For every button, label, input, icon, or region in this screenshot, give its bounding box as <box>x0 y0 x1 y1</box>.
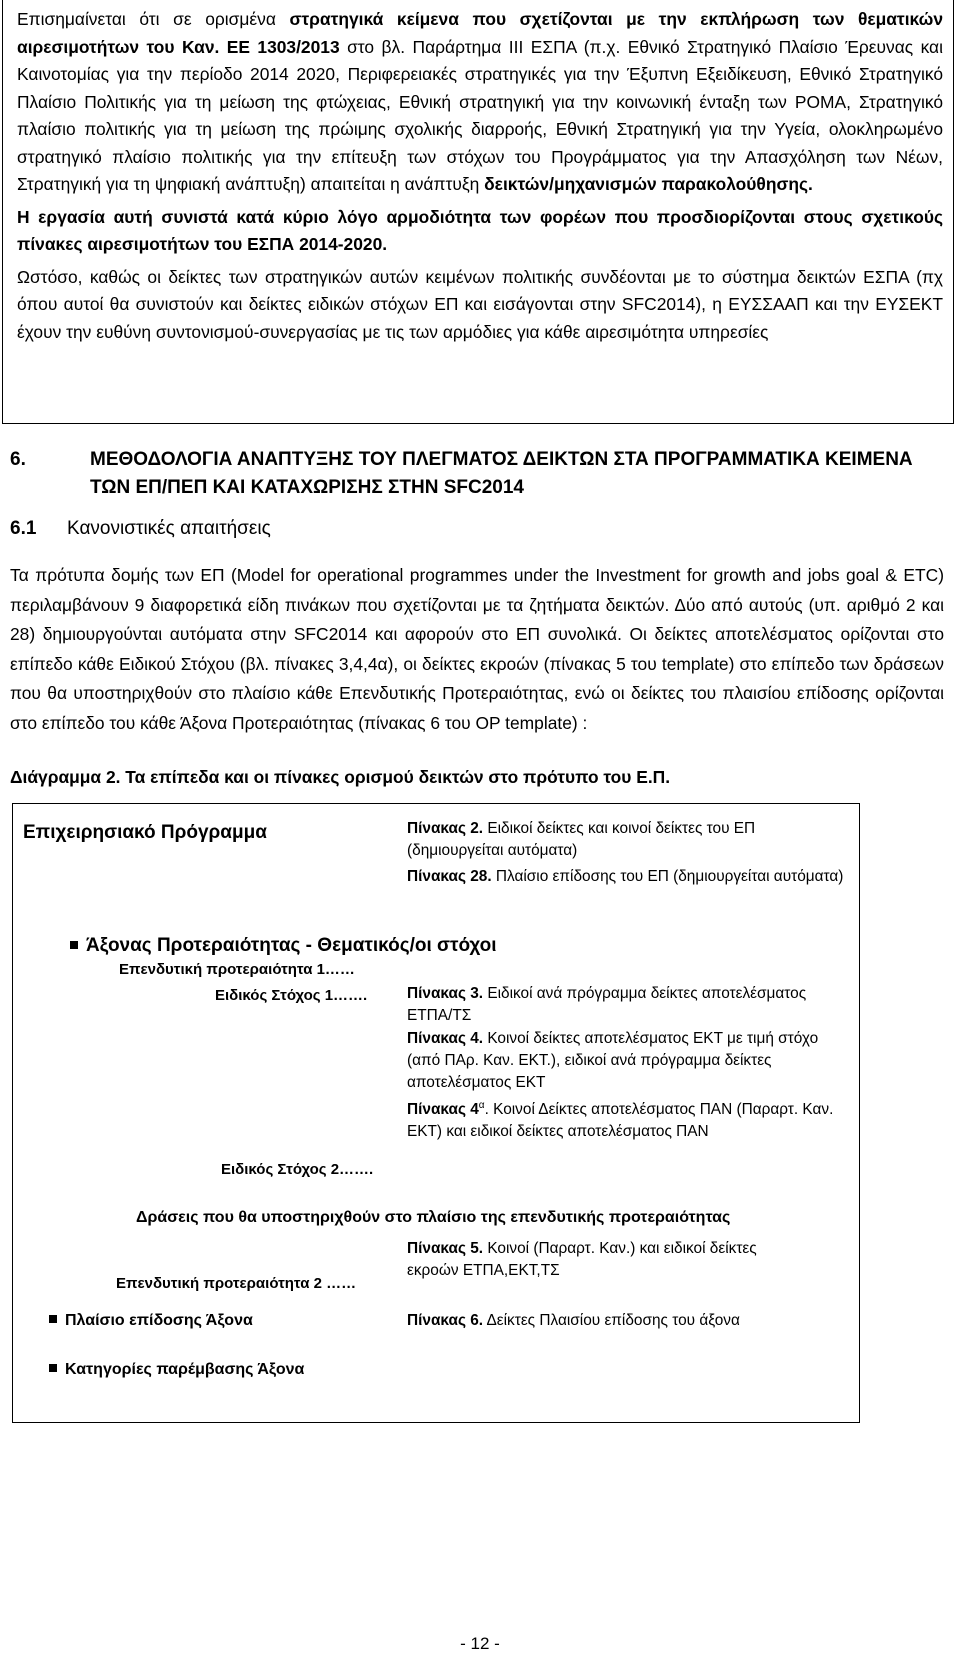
page-number: - 12 - <box>460 1634 500 1653</box>
section-title: Κανονιστικές απαιτήσεις <box>67 518 271 539</box>
table-description: Δείκτες Πλαισίου επίδοσης του άξονα <box>483 1312 740 1329</box>
indicator-levels-diagram <box>12 803 860 1423</box>
table-6-entry <box>407 1310 757 1332</box>
table-description: . Κοινοί Δείκτες αποτελέσματος ΠΑΝ (Παραρτ. Καν. ΕΚΤ) και ειδικοί δείκτες αποτελέσματος ΠΑΝ <box>407 1101 834 1141</box>
table-label: Πίνακας 2. <box>407 820 484 837</box>
table-2-entry <box>407 818 847 862</box>
note-paragraph-1 <box>17 6 943 199</box>
note-box <box>2 0 954 424</box>
note-bold-text: Η εργασία αυτή συνιστά κατά κύριο λόγο αρμοδιότητα των φορέων που προσδιορίζονται στους σχετικούς πίνακες αιρεσιμοτήτων του ΕΣΠΑ 2014-2020. <box>17 206 943 254</box>
intervention-categories-item: Κατηγορίες παρέμβασης Άξονα <box>49 1361 304 1379</box>
note-text: στο βλ. Παράρτημα ΙΙΙ ΕΣΠΑ (π.χ. Εθνικό Στρατηγικό Πλαίσιο Έρευνας και Καινοτομίας για την περίοδο 2014 2020, Περιφερειακές στρατηγικές για την Έξυπνη Εξειδίκευση, Εθνικό Στρατηγικό Πλαίσιο Πολιτικής για τη μείωση της φτώχειας, Εθνική στρατηγική για την κοινωνική ένταξη των ΡΟΜΑ, Στρατηγικό πλαίσιο πολιτικής για τη μείωση της πρώιμης σχολικής διαρροής, Εθνική Στρατηγική για την Υγεία, ολοκληρωμένο στρατηγικό πλαίσιο πολιτικής για την επίτευξη των στόχων του Προγράμματος για την Απασχόληση των Νέων, Στρατηγική για τη ψηφιακή ανάπτυξη) απαιτείται η ανάπτυξη <box>17 36 943 194</box>
note-paragraph-3: Ωστόσο, καθώς οι δείκτες των στρατηγικών αυτών κειμένων πολιτικής συνδέονται με το σύστημα δεικτών ΕΣΠΑ (πχ όπου αυτοί θα συνιστούν και δείκτες ειδικών στόχων ΕΠ και εισάγονται στην SFC2014), η ΕΥΣΣΑΑΠ και την ΕΥΣΕΚΤ έχουν την ευθύνη συντονισμού-συνεργασίας με τις των αρμόδιες για κάθε αιρεσιμότητα υπηρεσίες <box>17 266 943 342</box>
section-heading-6-1 <box>10 515 271 543</box>
square-bullet-icon <box>49 1315 57 1323</box>
square-bullet-icon <box>49 1364 57 1372</box>
diagram-caption: Διάγραμμα 2. Τα επίπεδα και οι πίνακες ορισμού δεικτών στο πρότυπο του Ε.Π. <box>10 767 671 787</box>
table-label: Πίνακας 6. <box>407 1312 484 1329</box>
note-text: Επισημαίνεται ότι σε ορισμένα <box>17 9 290 29</box>
table-label-superscript: α <box>478 1100 485 1111</box>
table-label: Πίνακας 4. <box>407 1030 484 1047</box>
body-paragraph: Τα πρότυπα δομής των ΕΠ (Model for operational programmes under the Investment for growth and jobs goal & ETC) περιλαμβάνουν 9 διαφορετικά είδη πινάκων που σχετίζονται με τα ζητήματα δεικτών. Δύο από αυτούς (υπ. αριθμό 2 και 28) δημιουργούνται αυτόματα στην SFC2014 και αφορούν στο ΕΠ συνολικά. Οι δείκτες αποτελέσματος ορίζονται στο επίπεδο κάθε Ειδικού Στόχου (βλ. πίνακες 3,4,4α), οι δείκτες εκροών (πίνακας 5 του template) στο επίπεδο των δράσεων που θα υποστηριχθούν στο πλαίσιο κάθε Επενδυτικής Προτεραιότητας, ενώ οι δείκτες του πλαισίου επίδοσης ορίζονται στο επίπεδο του κάθε Άξονα Προτεραιότητας (πίνακας 6 του OP template) : <box>10 565 944 733</box>
table-description: Πλαίσιο επίδοσης του ΕΠ (δημιουργείται αυτόματα) <box>491 868 844 885</box>
axis-title: Άξονας Προτεραιότητας - Θεματικός/οι στόχοι <box>70 935 497 957</box>
note-bold-text: στρατηγικά κείμενα που σχετίζονται με την εκπλήρωση των θεματικών αιρεσιμοτήτων του Καν. ΕΕ 1303/2013 <box>17 9 944 57</box>
note-bold-text: δεικτών/μηχανισμών παρακολούθησης. <box>484 174 813 194</box>
square-bullet-icon <box>70 941 78 949</box>
section-title: ΜΕΘΟΔΟΛΟΓΙΑ ΑΝΑΠΤΥΞΗΣ ΤΟΥ ΠΛΕΓΜΑΤΟΣ ΔΕΙΚΤΩΝ ΣΤΑ ΠΡΟΓΡΑΜΜΑΤΙΚΑ ΚΕΙΜΕΝΑ ΤΩΝ ΕΠ/ΠΕΠ ΚΑΙ ΚΑΤΑΧΩΡΙΣΗΣ ΣΤΗΝ SFC2014 <box>90 449 913 498</box>
performance-framework-item: Πλαίσιο επίδοσης Άξονα <box>49 1312 253 1330</box>
note-paragraph-2 <box>17 204 943 259</box>
table-28-entry <box>407 866 847 888</box>
section-number: 6. <box>10 449 26 470</box>
specific-objective-2: Ειδικός Στόχος 2……. <box>221 1161 374 1178</box>
table-description: Ειδικοί ανά πρόγραμμα δείκτες αποτελέσματος ΕΤΠΑ/ΤΣ <box>407 985 807 1024</box>
table-4a-entry <box>407 1095 837 1143</box>
table-description: Κοινοί (Παραρτ. Καν.) και ειδικοί δείκτες εκροών ΕΤΠΑ,ΕΚΤ,ΤΣ <box>407 1240 757 1279</box>
table-label: Πίνακας 3. <box>407 985 484 1002</box>
investment-priority-2: Επενδυτική προτεραιότητα 2 …… <box>116 1275 357 1292</box>
table-4-entry <box>407 1028 837 1094</box>
section-number: 6.1 <box>10 518 37 539</box>
table-description: Κοινοί δείκτες αποτελέσματος ΕΚΤ με τιμή στόχο (από ΠΑρ. Καν. ΕΚΤ.), ειδικοί ανά πρόγραμμα δείκτες αποτελέσματος ΕΚΤ <box>407 1030 819 1091</box>
table-label: Πίνακας 4 <box>407 1101 479 1119</box>
table-label: Πίνακας 5. <box>407 1240 484 1257</box>
specific-objective-1: Ειδικός Στόχος 1……. <box>215 987 368 1004</box>
table-5-entry <box>407 1238 777 1282</box>
actions-heading: Δράσεις που θα υποστηριχθούν στο πλαίσιο της επενδυτικής προτεραιότητας <box>136 1209 731 1226</box>
op-title: Επιχειρησιακό Πρόγραμμα <box>23 822 267 843</box>
table-label: Πίνακας 28. <box>407 868 492 885</box>
table-description: Ειδικοί δείκτες και κοινοί δείκτες του ΕΠ (δημιουργείται αυτόματα) <box>407 820 756 859</box>
investment-priority-1: Επενδυτική προτεραιότητα 1…… <box>119 961 355 978</box>
table-3-entry <box>407 983 827 1027</box>
